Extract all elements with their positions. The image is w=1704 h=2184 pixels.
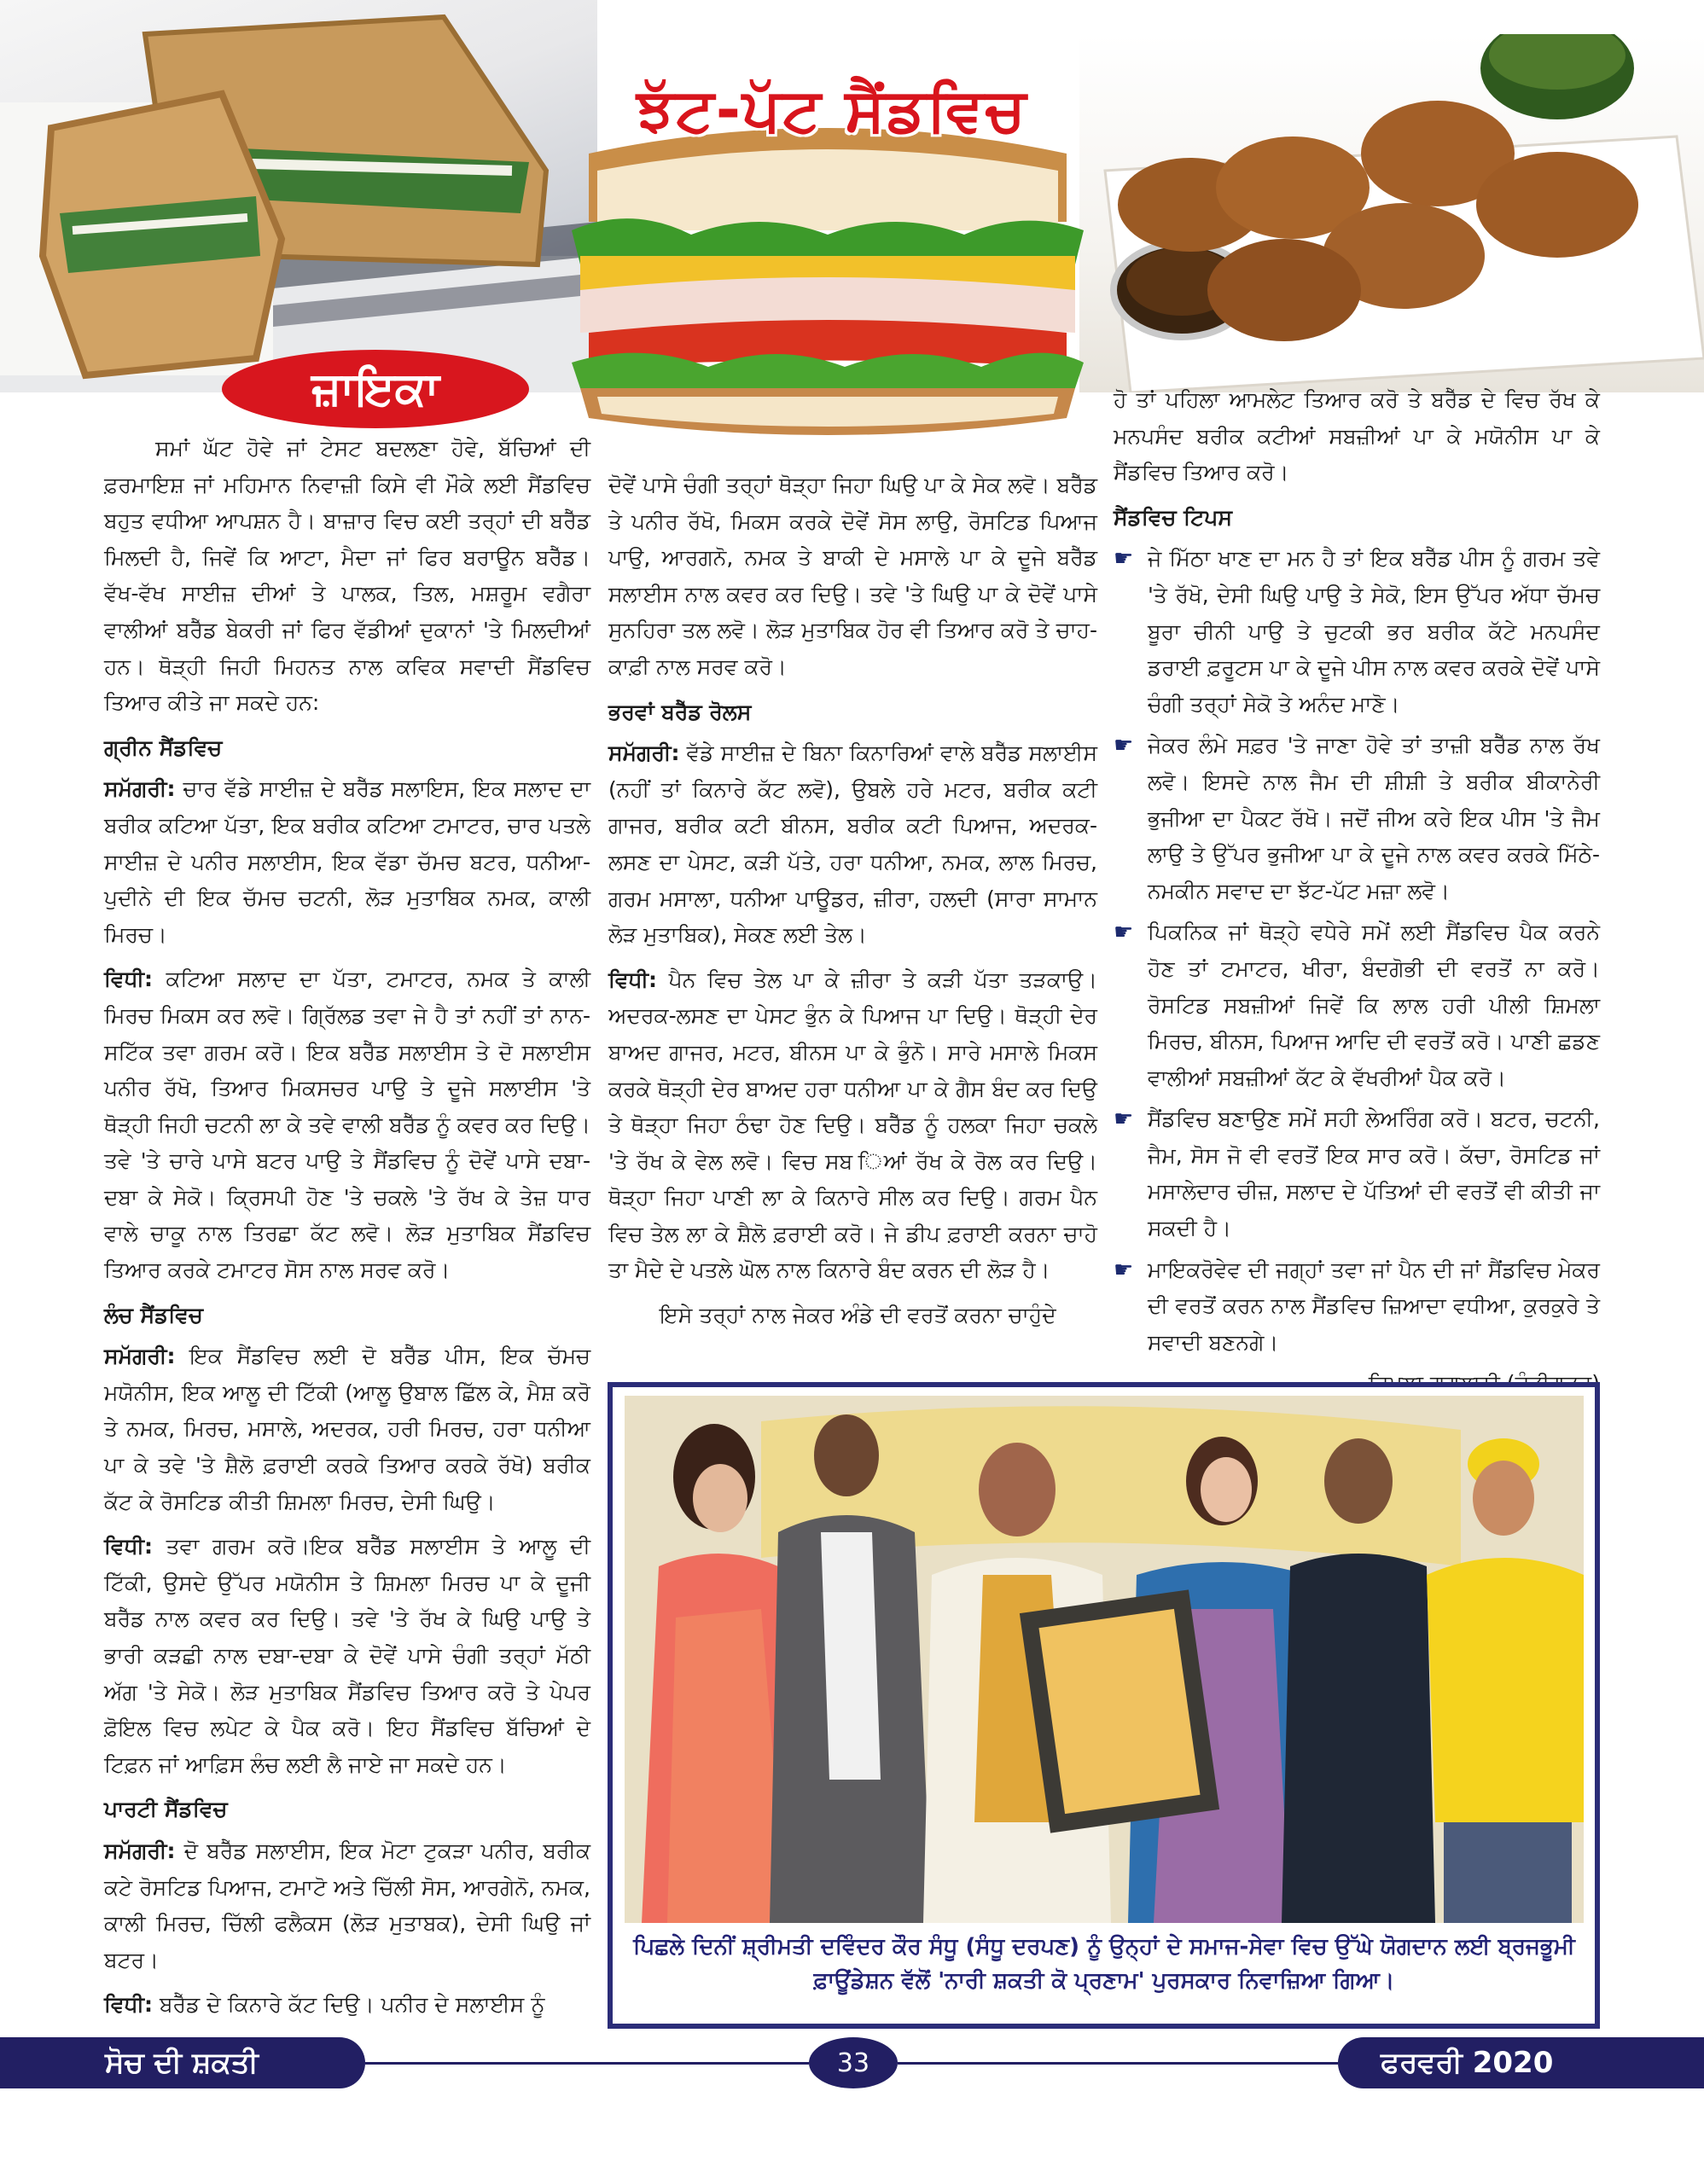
pointing-hand-icon: ☛ xyxy=(1114,546,1134,572)
tip-text: ਸੈਂਡਵਿਚ ਬਣਾਉਣ ਸਮੇਂ ਸਹੀ ਲੇਅਰਿੰਗ ਕਰੋ। ਬਟਰ, ਚਟਨੀ, ਜੈਮ, ਸੋਸ ਜੋ ਵੀ ਵਰਤੋਂ ਇਕ ਸਾਰ ਕਰੋ। ਕੱਚਾ, ਰੋਸਟਿਡ ਜਾਂ ਮਸਾਲੇਦਾਰ ਚੀਜ਼, ਸਲਾਦ ਦੇ ਪੱਤਿਆਂ ਦੀ ਵਰਤੋਂ ਵੀ ਕੀਤੀ ਜਾ ਸਕਦੀ ਹੈ। xyxy=(1148,1107,1600,1241)
tip-text: ਜੇਕਰ ਲੰਮੇ ਸਫ਼ਰ 'ਤੇ ਜਾਣਾ ਹੋਵੇ ਤਾਂ ਤਾਜ਼ੀ ਬਰੈੱਡ ਨਾਲ ਰੱਖ ਲਵੋ। ਇਸਦੇ ਨਾਲ ਜੈਮ ਦੀ ਸ਼ੀਸ਼ੀ ਤੇ ਬਰੀਕ ਬੀਕਾਨੇਰੀ ਭੁਜੀਆ ਦਾ ਪੈਕਟ ਰੱਖੋ। ਜਦੋਂ ਜੀਅ ਕਰੇ ਇਕ ਪੀਸ 'ਤੇ ਜੈਮ ਲਾਉ ਤੇ ਉੱਪਰ ਭੁਜੀਆ ਪਾ ਕੇ ਦੂਜੇ ਨਾਲ ਕਵਰ ਕਰਕੇ ਮਿੱਠੇ-ਨਮਕੀਨ ਸਵਾਦ ਦਾ ਝੱਟ-ਪੱਟ ਮਜ਼ਾ ਲਵੋ। xyxy=(1148,733,1600,903)
ingredients-label: ਸਮੱਗਰੀ: xyxy=(104,1838,176,1863)
bread-rolls-heading: ਭਰਵਾਂ ਬਰੈੱਡ ਰੋਲਸ xyxy=(608,699,752,724)
ingredients-label: ਸਮੱਗਰੀ: xyxy=(608,741,680,766)
method-label: ਵਿਧੀ: xyxy=(104,967,153,992)
egg-variation-continued: ਹੋ ਤਾਂ ਪਹਿਲਾ ਆਮਲੇਟ ਤਿਆਰ ਕਰੋ ਤੇ ਬਰੈੱਡ ਦੇ ਵਿਚ ਰੱਖ ਕੇ ਮਨਪਸੰਦ ਬਰੀਕ ਕਟੀਆਂ ਸਬਜ਼ੀਆਂ ਪਾ ਕੇ ਮਯੋਨੀਸ ਪਾ ਕੇ ਸੈਂਡਵਿਚ ਤਿਆਰ ਕਰੋ। xyxy=(1114,387,1600,485)
lunch-method xyxy=(104,1529,590,1783)
green-method-text: ਕਟਿਆ ਸਲਾਦ ਦਾ ਪੱਤਾ, ਟਮਾਟਰ, ਨਮਕ ਤੇ ਕਾਲੀ ਮਿਰਚ ਮਿਕਸ ਕਰ ਲਵੋ। ਗ੍ਰਿੱਲਡ ਤਵਾ ਜੇ ਹੈ ਤਾਂ ਨਹੀਂ ਤਾਂ ਨਾਨ-ਸਟਿੱਕ ਤਵਾ ਗਰਮ ਕਰੋ। ਇਕ ਬਰੈੱਡ ਸਲਾਈਸ ਤੇ ਦੋ ਸਲਾਈਸ ਪਨੀਰ ਰੱਖੋ, ਤਿਆਰ ਮਿਕਸਚਰ ਪਾਉ ਤੇ ਦੂਜੇ ਸਲਾਈਸ 'ਤੇ ਥੋੜ੍ਹੀ ਜਿਹੀ ਚਟਨੀ ਲਾ ਕੇ ਤਵੇ ਵਾਲੀ ਬਰੈੱਡ ਨੂੰ ਕਵਰ ਕਰ ਦਿਉ। ਤਵੇ 'ਤੇ ਚਾਰੇ ਪਾਸੇ ਬਟਰ ਪਾਉ ਤੇ ਸੈਂਡਵਿਚ ਨੂੰ ਦੋਵੇਂ ਪਾਸੇ ਦਬਾ-ਦਬਾ ਕੇ ਸੇਕੋ। ਕ੍ਰਿਸਪੀ ਹੋਣ 'ਤੇ ਚਕਲੇ 'ਤੇ ਰੱਖ ਕੇ ਤੇਜ਼ ਧਾਰ ਵਾਲੇ ਚਾਕੂ ਨਾਲ ਤਿਰਛਾ ਕੱਟ ਲਵੋ। ਲੋੜ ਮੁਤਾਬਿਕ ਸੈਂਡਵਿਚ ਤਿਆਰ ਕਰਕੇ ਟਮਾਟਰ ਸੋਸ ਨਾਲ ਸਰਵ ਕਰੋ। xyxy=(104,967,590,1283)
tip-item xyxy=(1114,728,1600,909)
green-method xyxy=(104,961,590,1288)
green-ingredients xyxy=(104,771,590,953)
column-1 xyxy=(104,431,590,2032)
article-title: ਝੱਟ-ਪੱਟ ਸੈਂਡਵਿਚ xyxy=(636,75,1027,145)
rolls-method xyxy=(608,962,1097,1289)
lunch-ingredients xyxy=(104,1339,590,1520)
lunch-ingredients-text: ਇਕ ਸੈਂਡਵਿਚ ਲਈ ਦੋ ਬਰੈੱਡ ਪੀਸ, ਇਕ ਚੱਮਚ ਮਯੋਨੀਸ, ਇਕ ਆਲੂ ਦੀ ਟਿੱਕੀ (ਆਲੂ ਉਬਾਲ ਛਿੱਲ ਕੇ, ਮੈਸ਼ ਕਰੋ ਤੇ ਨਮਕ, ਮਿਰਚ, ਮਸਾਲੇ, ਅਦਰਕ, ਹਰੀ ਮਿਰਚ, ਹਰਾ ਧਨੀਆ ਪਾ ਕੇ ਤਵੇ 'ਤੇ ਸ਼ੈਲੋ ਫ਼ਰਾਈ ਕਰਕੇ ਤਿਆਰ ਕਰਕੇ ਰੱਖੋ) ਬਰੀਕ ਕੱਟ ਕੇ ਰੋਸਟਿਡ ਕੀਤੀ ਸ਼ਿਮਲਾ ਮਿਰਚ, ਦੇਸੀ ਘਿਉ। xyxy=(104,1344,590,1514)
party-ingredients xyxy=(104,1833,590,1978)
intro-paragraph: ਸਮਾਂ ਘੱਟ ਹੋਵੇ ਜਾਂ ਟੇਸਟ ਬਦਲਣਾ ਹੋਵੇ, ਬੱਚਿਆਂ ਦੀ ਫ਼ਰਮਾਇਸ਼ ਜਾਂ ਮਹਿਮਾਨ ਨਿਵਾਜ਼ੀ ਕਿਸੇ ਵੀ ਮੌਕੇ ਲਈ ਸੈਂਡਵਿਚ ਬਹੁਤ ਵਧੀਆ ਆਪਸ਼ਨ ਹੈ। ਬਾਜ਼ਾਰ ਵਿਚ ਕਈ ਤਰ੍ਹਾਂ ਦੀ ਬਰੈੱਡ ਮਿਲਦੀ ਹੈ, ਜਿਵੇਂ ਕਿ ਆਟਾ, ਮੈਦਾ ਜਾਂ ਫਿਰ ਬਰਾਊਨ ਬਰੈੱਡ। ਵੱਖ-ਵੱਖ ਸਾਈਜ਼ ਦੀਆਂ ਤੇ ਪਾਲਕ, ਤਿਲ, ਮਸ਼ਰੂਮ ਵਗੈਰਾ ਵਾਲੀਆਂ ਬਰੈੱਡ ਬੇਕਰੀ ਜਾਂ ਫਿਰ ਵੱਡੀਆਂ ਦੁਕਾਨਾਂ 'ਤੇ ਮਿਲਦੀਆਂ ਹਨ। ਥੋੜ੍ਹੀ ਜਿਹੀ ਮਿਹਨਤ ਨਾਲ ਕਵਿਕ ਸਵਾਦੀ ਸੈਂਡਵਿਚ ਤਿਆਰ ਕੀਤੇ ਜਾ ਸਕਦੇ ਹਨ: xyxy=(104,436,590,716)
tip-text: ਜੇ ਮਿੱਠਾ ਖਾਣ ਦਾ ਮਨ ਹੈ ਤਾਂ ਇਕ ਬਰੈੱਡ ਪੀਸ ਨੂੰ ਗਰਮ ਤਵੇ 'ਤੇ ਰੱਖੋ, ਦੇਸੀ ਘਿਉ ਪਾਉ ਤੇ ਸੇਕੋ, ਇਸ ਉੱਪਰ ਅੱਧਾ ਚੱਮਚ ਬੂਰਾ ਚੀਨੀ ਪਾਉ ਤੇ ਚੁਟਕੀ ਭਰ ਬਰੀਕ ਕੱਟੇ ਮਨਪਸੰਦ ਡਰਾਈ ਫ਼ਰੂਟਸ ਪਾ ਕੇ ਦੂਜੇ ਪੀਸ ਨਾਲ ਕਵਰ ਕਰਕੇ ਦੋਵੇਂ ਪਾਸੇ ਚੰਗੀ ਤਰ੍ਹਾਂ ਸੇਕੋ ਤੇ ਅਨੰਦ ਮਾਣੋ। xyxy=(1148,546,1600,717)
award-ceremony-photo xyxy=(625,1396,1584,1923)
egg-variation: ਇਸੇ ਤਰ੍ਹਾਂ ਨਾਲ ਜੇਕਰ ਅੰਡੇ ਦੀ ਵਰਤੋਂ ਕਰਨਾ ਚਾਹੁੰਦੇ xyxy=(660,1303,1056,1328)
green-sandwich-heading: ਗ੍ਰੀਨ ਸੈਂਡਵਿਚ xyxy=(104,735,223,760)
sandwich-tips-heading: ਸੈਂਡਵਿਚ ਟਿਪਸ xyxy=(1114,504,1233,530)
lunch-method-text: ਤਵਾ ਗਰਮ ਕਰੋ।ਇਕ ਬਰੈੱਡ ਸਲਾਈਸ ਤੇ ਆਲੂ ਦੀ ਟਿੱਕੀ, ਉਸਦੇ ਉੱਪਰ ਮਯੋਨੀਸ ਤੇ ਸ਼ਿਮਲਾ ਮਿਰਚ ਪਾ ਕੇ ਦੂਜੀ ਬਰੈੱਡ ਨਾਲ ਕਵਰ ਕਰ ਦਿਉ। ਤਵੇ 'ਤੇ ਰੱਖ ਕੇ ਘਿਉ ਪਾਉ ਤੇ ਭਾਰੀ ਕੜਛੀ ਨਾਲ ਦਬਾ-ਦਬਾ ਕੇ ਦੋਵੇਂ ਪਾਸੇ ਚੰਗੀ ਤਰ੍ਹਾਂ ਮੱਠੀ ਅੱਗ 'ਤੇ ਸੇਕੋ। ਲੋੜ ਮੁਤਾਬਿਕ ਸੈਂਡਵਿਚ ਤਿਆਰ ਕਰੋ ਤੇ ਪੇਪਰ ਫ਼ੋਇਲ ਵਿਚ ਲਪੇਟ ਕੇ ਪੈਕ ਕਰੋ। ਇਹ ਸੈਂਡਵਿਚ ਬੱਚਿਆਂ ਦੇ ਟਿਫ਼ਨ ਜਾਂ ਆਫ਼ਿਸ ਲੰਚ ਲਈ ਲੈ ਜਾਏ ਜਾ ਸਕਦੇ ਹਨ। xyxy=(104,1534,590,1777)
column-2 xyxy=(608,468,1097,1343)
pointing-hand-icon: ☛ xyxy=(1114,1107,1134,1133)
pointing-hand-icon: ☛ xyxy=(1114,920,1134,946)
pointing-hand-icon: ☛ xyxy=(1114,733,1134,759)
tip-text: ਮਾਇਕਰੋਵੇਵ ਦੀ ਜਗ੍ਹਾਂ ਤਵਾ ਜਾਂ ਪੈਨ ਦੀ ਜਾਂ ਸੈਂਡਵਿਚ ਮੇਕਰ ਦੀ ਵਰਤੋਂ ਕਰਨ ਨਾਲ ਸੈਂਡਵਿਚ ਜ਼ਿਆਦਾ ਵਧੀਆ, ਕੁਰਕੁਰੇ ਤੇ ਸਵਾਦੀ ਬਣਨਗੇ। xyxy=(1148,1257,1600,1355)
issue-date: ਫਰਵਰੀ 2020 xyxy=(1338,2037,1704,2088)
footer-line-left xyxy=(365,2062,809,2065)
pointing-hand-icon: ☛ xyxy=(1114,1257,1134,1283)
magazine-name: ਸੋਚ ਦੀ ਸ਼ਕਤੀ xyxy=(0,2037,365,2088)
tip-item xyxy=(1114,1252,1600,1362)
photo-caption: ਪਿਛਲੇ ਦਿਨੀਂ ਸ਼੍ਰੀਮਤੀ ਦਵਿੰਦਰ ਕੌਰ ਸੰਧੂ (ਸੰਧੂ ਦਰਪਣ) ਨੂੰ ਉਨ੍ਹਾਂ ਦੇ ਸਮਾਜ-ਸੇਵਾ ਵਿਚ ਉੱਘੇ ਯੋਗਦਾਨ ਲਈ ਬ੍ਰਜਭੂਮੀ ਫ਼ਾਊਂਡੇਸ਼ਨ ਵੱਲੋਂ 'ਨਾਰੀ ਸ਼ਕਤੀ ਕੋ ਪ੍ਰਣਾਮ' ਪੁਰਸਕਾਰ ਨਿਵਾਜ਼ਿਆ ਗਿਆ। xyxy=(633,1934,1575,1994)
party-method xyxy=(104,1987,590,2024)
rolls-ingredients-text: ਵੱਡੇ ਸਾਈਜ਼ ਦੇ ਬਿਨਾ ਕਿਨਾਰਿਆਂ ਵਾਲੇ ਬਰੈੱਡ ਸਲਾਈਸ (ਨਹੀਂ ਤਾਂ ਕਿਨਾਰੇ ਕੱਟ ਲਵੋ), ਉਬਲੇ ਹਰੇ ਮਟਰ, ਬਰੀਕ ਕਟੀ ਗਾਜਰ, ਬਰੀਕ ਕਟੀ ਬੀਨਸ, ਬਰੀਕ ਕਟੀ ਪਿਆਜ, ਅਦਰਕ-ਲਸਣ ਦਾ ਪੇਸਟ, ਕੜੀ ਪੱਤੇ, ਹਰਾ ਧਨੀਆ, ਨਮਕ, ਲਾਲ ਮਿਰਚ, ਗਰਮ ਮਸਾਲਾ, ਧਨੀਆ ਪਾਊਡਰ, ਜ਼ੀਰਾ, ਹਲਦੀ (ਸਾਰਾ ਸਾਮਾਨ ਲੋੜ ਮੁਤਾਬਿਕ), ਸੇਕਣ ਲਈ ਤੇਲ। xyxy=(608,741,1097,948)
cutlets-photo xyxy=(1079,34,1704,392)
rolls-method-text: ਪੈਨ ਵਿਚ ਤੇਲ ਪਾ ਕੇ ਜ਼ੀਰਾ ਤੇ ਕੜੀ ਪੱਤਾ ਤੜਕਾਉ। ਅਦਰਕ-ਲਸਣ ਦਾ ਪੇਸਟ ਭੁੰਨ ਕੇ ਪਿਆਜ ਪਾ ਦਿਉ। ਥੋੜ੍ਹੀ ਦੇਰ ਬਾਅਦ ਗਾਜਰ, ਮਟਰ, ਬੀਨਸ ਪਾ ਕੇ ਭੁੰਨੋ। ਸਾਰੇ ਮਸਾਲੇ ਮਿਕਸ ਕਰਕੇ ਥੋੜ੍ਹੀ ਦੇਰ ਬਾਅਦ ਹਰਾ ਧਨੀਆ ਪਾ ਕੇ ਗੈਸ ਬੰਦ ਕਰ ਦਿਉ ਤੇ ਥੋੜ੍ਹਾ ਜਿਹਾ ਠੰਢਾ ਹੋਣ ਦਿਉ। ਬਰੈੱਡ ਨੂੰ ਹਲਕਾ ਜਿਹਾ ਚਕਲੇ 'ਤੇ ਰੱਖ ਕੇ ਵੇਲ ਲਵੋ। ਵਿਚ ਸਬ ਿਆਂ ਰੱਖ ਕੇ ਰੋਲ ਕਰ ਦਿਉ। ਥੋੜ੍ਹਾ ਜਿਹਾ ਪਾਣੀ ਲਾ ਕੇ ਕਿਨਾਰੇ ਸੀਲ ਕਰ ਦਿਉ। ਗਰਮ ਪੈਨ ਵਿਚ ਤੇਲ ਲਾ ਕੇ ਸ਼ੈਲੋ ਫ਼ਰਾਈ ਕਰੋ। ਜੇ ਡੀਪ ਫ਼ਰਾਈ ਕਰਨਾ ਚਾਹੋ ਤਾ ਮੈਦੇ ਦੇ ਪਤਲੇ ਘੋਲ ਨਾਲ ਕਿਨਾਰੇ ਬੰਦ ਕਰਨ ਦੀ ਲੋੜ ਹੈ। xyxy=(608,967,1097,1283)
party-ingredients-text: ਦੋ ਬਰੈੱਡ ਸਲਾਈਸ, ਇਕ ਮੋਟਾ ਟੁਕੜਾ ਪਨੀਰ, ਬਰੀਕ ਕਟੇ ਰੋਸਟਿਡ ਪਿਆਜ, ਟਮਾਟੋ ਅਤੇ ਚਿੱਲੀ ਸੋਸ, ਆਰਗੇਨੋ, ਨਮਕ, ਕਾਲੀ ਮਿਰਚ, ਚਿੱਲੀ ਫਲੈਕਸ (ਲੋੜ ਮੁਤਾਬਕ), ਦੇਸੀ ਘਿਉ ਜਾਂ ਬਟਰ। xyxy=(104,1838,590,1972)
party-method-text: ਬਰੈੱਡ ਦੇ ਕਿਨਾਰੇ ਕੱਟ ਦਿਉ। ਪਨੀਰ ਦੇ ਸਲਾਈਸ ਨੂੰ xyxy=(159,1992,545,2018)
green-ingredients-text: ਚਾਰ ਵੱਡੇ ਸਾਈਜ਼ ਦੇ ਬਰੈੱਡ ਸਲਾਇਸ, ਇਕ ਸਲਾਦ ਦਾ ਬਰੀਕ ਕਟਿਆ ਪੱਤਾ, ਇਕ ਬਰੀਕ ਕਟਿਆ ਟਮਾਟਰ, ਚਾਰ ਪਤਲੇ ਸਾਈਜ਼ ਦੇ ਪਨੀਰ ਸਲਾਈਸ, ਇਕ ਵੱਡਾ ਚੱਮਚ ਬਟਰ, ਧਨੀਆ-ਪੁਦੀਨੇ ਦੀ ਇਕ ਚੱਮਚ ਚਟਨੀ, ਲੋੜ ਮੁਤਾਬਿਕ ਨਮਕ, ਕਾਲੀ ਮਿਰਚ। xyxy=(104,776,590,947)
method-label: ਵਿਧੀ: xyxy=(608,967,657,992)
tip-item xyxy=(1114,1101,1600,1246)
tip-item xyxy=(1114,541,1600,723)
tip-text: ਪਿਕਨਿਕ ਜਾਂ ਥੋੜ੍ਹੇ ਵਧੇਰੇ ਸਮੇਂ ਲਈ ਸੈਂਡਵਿਚ ਪੈਕ ਕਰਨੇ ਹੋਣ ਤਾਂ ਟਮਾਟਰ, ਖੀਰਾ, ਬੰਦਗੋਭੀ ਦੀ ਵਰਤੋਂ ਨਾ ਕਰੋ। ਰੋਸਟਿਡ ਸਬਜ਼ੀਆਂ ਜਿਵੇਂ ਕਿ ਲਾਲ ਹਰੀ ਪੀਲੀ ਸ਼ਿਮਲਾ ਮਿਰਚ, ਬੀਨਸ, ਪਿਆਜ ਆਦਿ ਦੀ ਵਰਤੋਂ ਕਰੋ। ਪਾਣੀ ਛਡਣ ਵਾਲੀਆਂ ਸਬਜ਼ੀਆਂ ਕੱਟ ਕੇ ਵੱਖਰੀਆਂ ਪੈਕ ਕਰੋ। xyxy=(1148,920,1600,1090)
party-sandwich-heading: ਪਾਰਟੀ ਸੈਂਡਵਿਚ xyxy=(104,1797,228,1822)
ingredients-label: ਸਮੱਗਰੀ: xyxy=(104,776,176,802)
party-method-continued: ਦੋਵੇਂ ਪਾਸੇ ਚੰਗੀ ਤਰ੍ਹਾਂ ਥੋੜ੍ਹਾ ਜਿਹਾ ਘਿਉ ਪਾ ਕੇ ਸੇਕ ਲਵੋ। ਬਰੈੱਡ ਤੇ ਪਨੀਰ ਰੱਖੋ, ਮਿਕਸ ਕਰਕੇ ਦੋਵੇਂ ਸੋਸ ਲਾਉ, ਰੋਸਟਿਡ ਪਿਆਜ ਪਾਉ, ਆਰਗਨੋ, ਨਮਕ ਤੇ ਬਾਕੀ ਦੇ ਮਸਾਲੇ ਪਾ ਕੇ ਦੂਜੇ ਬਰੈੱਡ ਸਲਾਈਸ ਨਾਲ ਕਵਰ ਕਰ ਦਿਉ। ਤਵੇ 'ਤੇ ਘਿਉ ਪਾ ਕੇ ਦੋਵੇਂ ਪਾਸੇ ਸੁਨਹਿਰਾ ਤਲ ਲਵੋ। ਲੋੜ ਮੁਤਾਬਿਕ ਹੋਰ ਵੀ ਤਿਆਰ ਕਰੋ ਤੇ ਚਾਹ-ਕਾਫ਼ੀ ਨਾਲ ਸਰਵ ਕਰੋ। xyxy=(608,473,1097,679)
lunch-sandwich-heading: ਲੰਚ ਸੈਂਡਵਿਚ xyxy=(104,1302,203,1327)
rolls-ingredients xyxy=(608,735,1097,954)
award-photo-box xyxy=(608,1382,1600,2029)
method-label: ਵਿਧੀ: xyxy=(104,1534,153,1560)
tip-item xyxy=(1114,915,1600,1096)
tips-list xyxy=(1114,541,1600,1361)
footer-line-right xyxy=(898,2062,1338,2065)
ingredients-label: ਸਮੱਗਰੀ: xyxy=(104,1344,176,1369)
grilled-sandwich-photo xyxy=(0,0,597,392)
page-number: 33 xyxy=(809,2037,898,2088)
section-badge: ਜ਼ਾਇਕਾ xyxy=(222,350,529,428)
method-label: ਵਿਧੀ: xyxy=(104,1992,153,2018)
column-3 xyxy=(1114,382,1600,1403)
